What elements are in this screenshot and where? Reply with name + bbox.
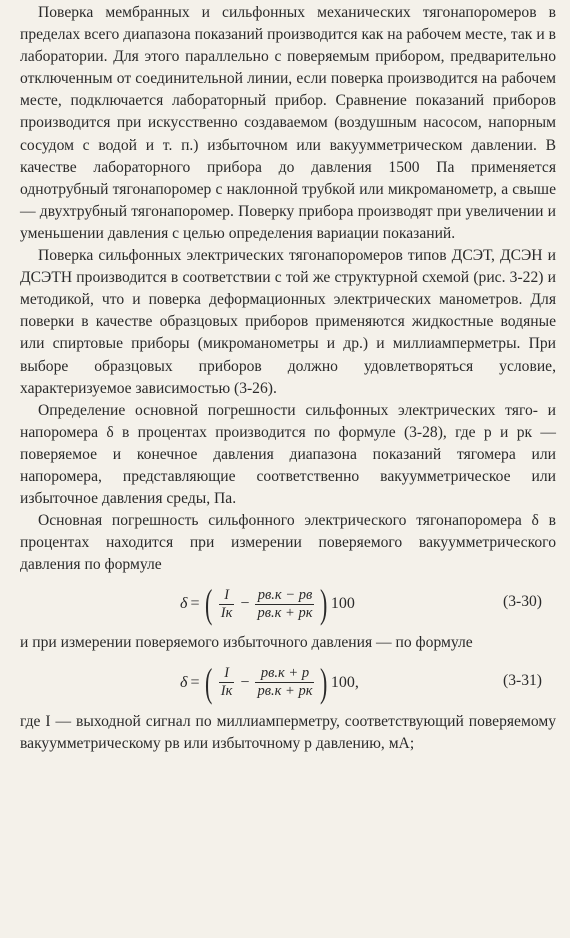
formula-equals: = xyxy=(190,595,200,613)
paragraph-excess-error-intro: и при измерении поверяемого избыточного давления — по формуле xyxy=(20,634,473,652)
fraction-denominator: Iк xyxy=(220,604,233,621)
fraction-numerator: I xyxy=(224,665,230,682)
fraction-current xyxy=(219,587,235,622)
formula-3-30 xyxy=(20,576,556,632)
fraction-denominator: pв.к + pк xyxy=(257,683,313,700)
paragraph-bellows-electric-verification: Поверка сильфонных электрических тягонапоромеров типов ДСЭТ, ДСЭН и ДСЭТН производится в соответствии с той же структурной схемой (рис. 3-22) и методикой, что и поверка деформационных электрических манометров. Для поверки в качестве образцовых приборов применяются жидкостные водяные или спиртовые приборы (микроманометры и др.) и миллиамперметры. При выборе образцовых приборов должно удовлетворяться условие, характеризуемое зависимостью (3-26). xyxy=(20,247,556,397)
formula-body xyxy=(180,580,355,628)
fraction-denominator: pв.к + pк xyxy=(257,604,313,621)
paragraph-basic-error-definition: Определение основной погрешности сильфонных электрических тяго- и напоромера δ в процентах производится по формуле (3-28), где p и pк — поверяемое и конечное давления диапазона показаний тягомера или напоромера, представляющие соответственно вакуумметрическое или избыточное давления среды, Па. xyxy=(20,401,556,508)
formula-factor: 100 xyxy=(330,595,355,613)
equation-number: (3-30) xyxy=(503,593,542,611)
left-paren: ( xyxy=(205,581,213,627)
formula-trail: , xyxy=(354,673,359,691)
fraction-denominator: Iк xyxy=(220,683,233,700)
formula-lhs: δ xyxy=(180,673,188,691)
fraction-numerator: pв.к + p xyxy=(260,665,310,682)
formula-minus: − xyxy=(240,673,250,691)
fraction-pressure xyxy=(255,587,314,622)
right-paren: ) xyxy=(320,659,328,705)
paragraph-membrane-verification: Поверка мембранных и сильфонных механических тягонапоромеров в пределах всего диапазона показаний производится как на рабочем месте, так и в лаборатории. Для этого параллельно с поверяемым прибором, предварительно отключенным от соединительной линии, если поверка производится на рабочем месте, подключается лабораторный прибор. Сравнение показаний приборов производится при искусственно создаваемом (воздушным насосом, напорным сосудом с водой и т. п.) избыточном или вакуумметрическом давлении. В качестве лабораторного прибора до давления 1500 Па применяется однотрубный тягонапоромер с наклонной трубкой или микроманометр, а свыше — двухтрубный тягонапоромер. Поверку прибора производят при увеличении и уменьшении давления с целью определения вариации показаний. xyxy=(20,4,556,242)
fraction-current xyxy=(219,665,235,700)
fraction-pressure xyxy=(255,665,314,700)
formula-body xyxy=(180,659,359,707)
left-paren: ( xyxy=(205,659,213,705)
equation-number: (3-31) xyxy=(503,671,542,689)
fraction-numerator: pв.к − pв xyxy=(257,586,313,603)
fraction-numerator: I xyxy=(224,586,230,603)
paragraph-vacuum-error-intro: Основная погрешность сильфонного электрического тягонапоромера δ в процентах находится при измерении поверяемого вакуумметрического давления по формуле xyxy=(20,512,556,574)
formula-lhs: δ xyxy=(180,595,188,613)
right-paren: ) xyxy=(320,581,328,627)
formula-factor: 100 xyxy=(330,673,355,691)
formula-equals: = xyxy=(190,673,200,691)
paragraph-variable-definition: где I — выходной сигнал по миллиамперметру, соответствующий поверяемому вакуумметрическому pв или избыточному p давлению, мА; xyxy=(20,712,556,752)
formula-3-31 xyxy=(20,655,556,711)
formula-minus: − xyxy=(240,595,250,613)
